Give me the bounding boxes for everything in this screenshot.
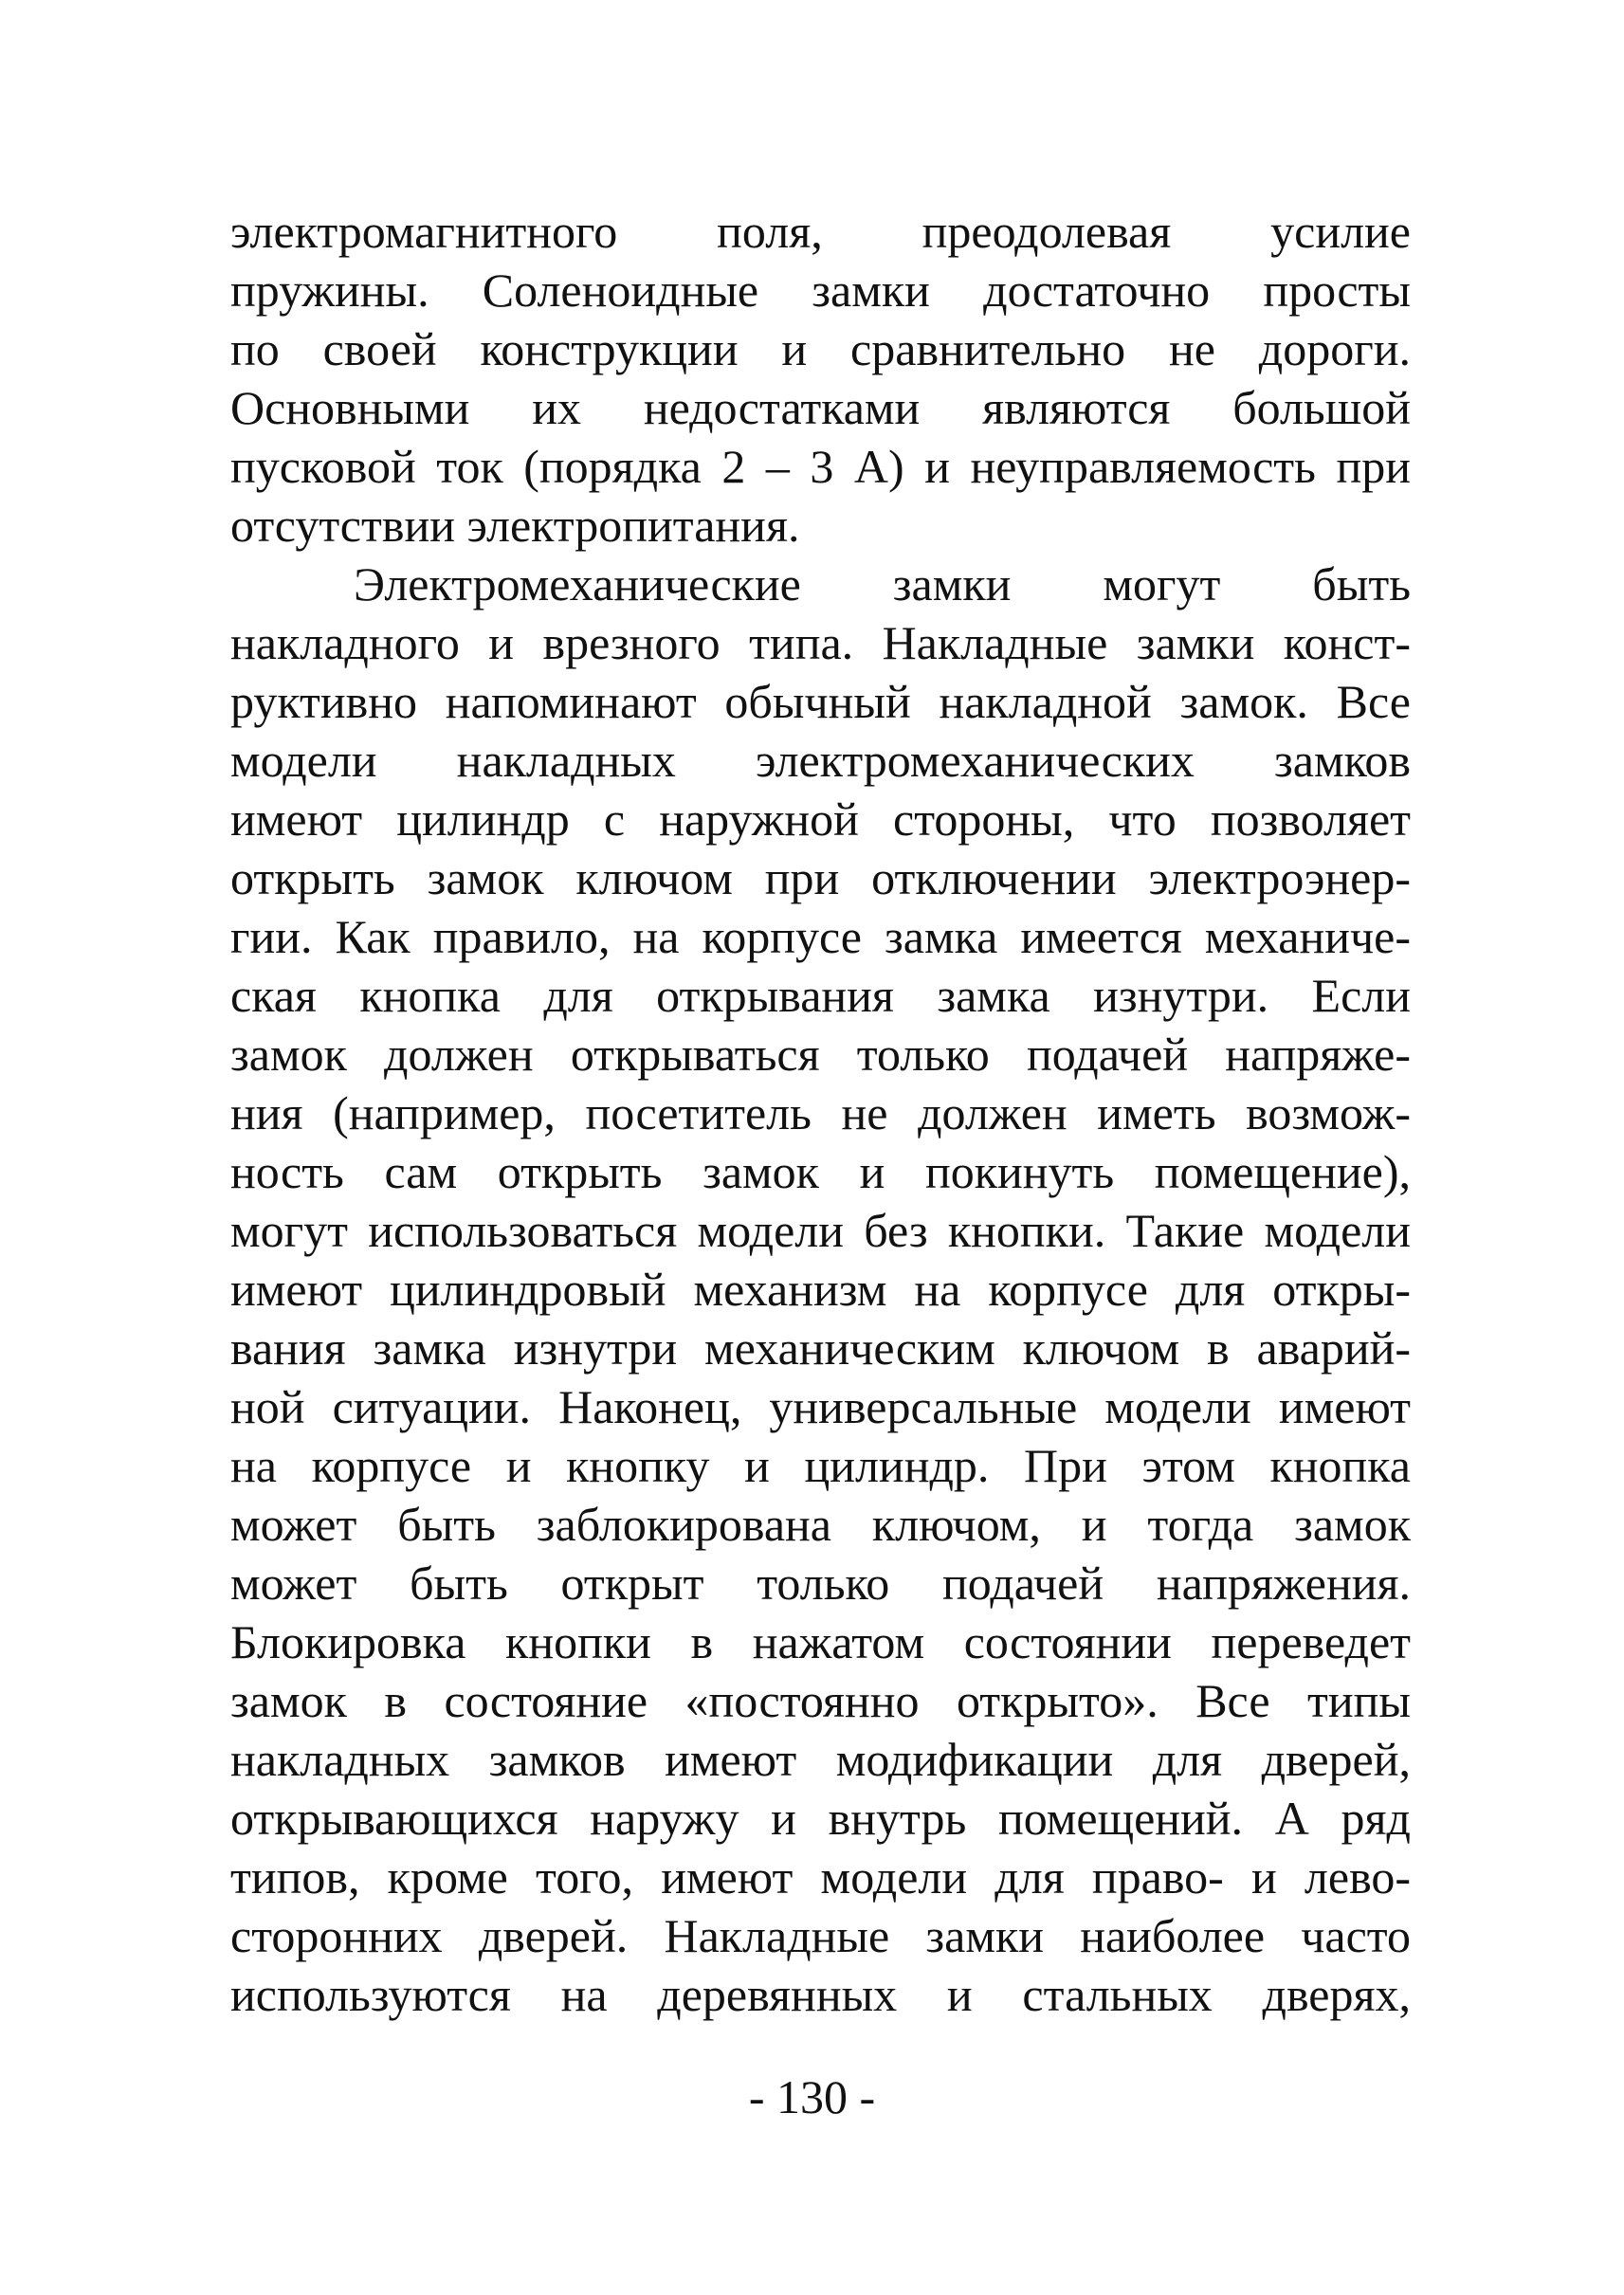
text-line: на корпусе и кнопку и цилиндр. При этом кнопка: [230, 1439, 1411, 1492]
text-line: по своей конструкции и сравнительно не дороги.: [230, 322, 1411, 375]
text-line: пусковой ток (порядка 2 – 3 А) и неуправляемость при: [230, 440, 1411, 493]
paragraph-first-line: Электромеханические замки могут быть: [354, 557, 1411, 610]
text-line: сторонних дверей. Накладные замки наиболее часто: [230, 1909, 1411, 1962]
text-line: может быть открыт только подачей напряжения.: [230, 1557, 1411, 1610]
text-line: используются на деревянных и стальных дверях,: [230, 1968, 1411, 2021]
page-number: - 130 -: [748, 2070, 876, 2123]
text-line: ния (например, посетитель не должен иметь возмож-: [230, 1086, 1411, 1139]
text-line: замок в состояние «постоянно открыто». Все типы: [230, 1674, 1411, 1727]
text-line: модели накладных электромеханических замков: [230, 734, 1411, 787]
text-line: открыть замок ключом при отключении электроэнер-: [230, 851, 1411, 904]
text-line: руктивно напоминают обычный накладной замок. Все: [230, 675, 1411, 728]
text-line: накладных замков имеют модификации для дверей,: [230, 1733, 1411, 1786]
text-line: замок должен открываться только подачей напряже-: [230, 1028, 1411, 1081]
text-line: может быть заблокирована ключом, и тогда замок: [230, 1498, 1411, 1551]
body-text: [230, 202, 1411, 2024]
text-line: ность сам открыть замок и покинуть помещение),: [230, 1145, 1411, 1198]
text-line: ская кнопка для открывания замка изнутри. Если: [230, 969, 1411, 1022]
text-line: вания замка изнутри механическим ключом в аварий-: [230, 1321, 1411, 1375]
text-line: открывающихся наружу и внутрь помещений. А ряд: [230, 1792, 1411, 1845]
text-line: накладного и врезного типа. Накладные замки конст-: [230, 616, 1411, 669]
text-line: типов, кроме того, имеют модели для право- и лево-: [230, 1850, 1411, 1903]
text-line: Блокировка кнопки в нажатом состоянии переведет: [230, 1615, 1411, 1668]
text-line: электромагнитного поля, преодолевая усилие: [230, 205, 1411, 258]
text-line: могут использоваться модели без кнопки. Такие модели: [230, 1204, 1411, 1257]
text-line: пружины. Соленоидные замки достаточно просты: [230, 264, 1411, 317]
text-line: Основными их недостатками являются большой: [230, 381, 1411, 434]
text-line: имеют цилиндр с наружной стороны, что позволяет: [230, 792, 1411, 846]
text-line: имеют цилиндровый механизм на корпусе для откры-: [230, 1263, 1411, 1316]
text-line: гии. Как правило, на корпусе замка имеется механиче-: [230, 910, 1411, 963]
text-line: ной ситуации. Наконец, универсальные модели имеют: [230, 1380, 1411, 1433]
text-line: отсутствии электропитания.: [230, 499, 800, 552]
